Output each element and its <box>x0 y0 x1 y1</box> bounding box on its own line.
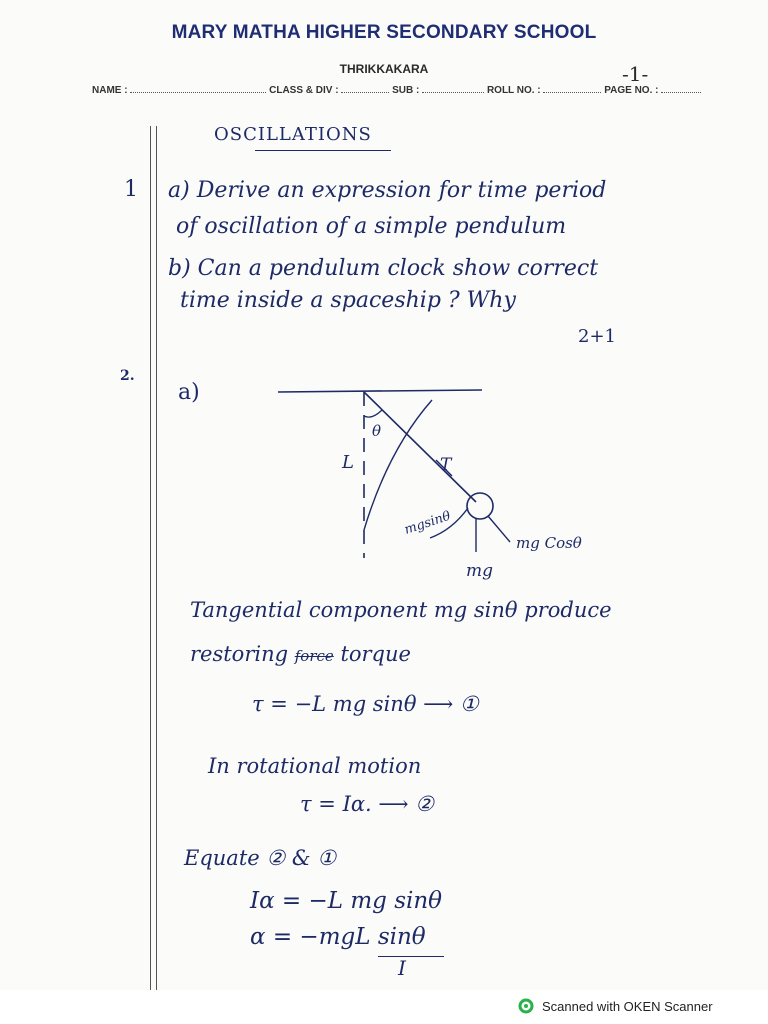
answer-line-7: Iα = −L mg sinθ <box>250 888 443 914</box>
angle-arc <box>364 410 382 417</box>
answer-line-2 <box>190 642 411 666</box>
margin-line <box>150 126 151 990</box>
q1a-line2: of oscillation of a simple pendulum <box>176 214 567 239</box>
answer-line-1: Tangential component mg sinθ produce <box>190 598 612 622</box>
answer-line-8: α = −mgL sinθ <box>250 924 426 950</box>
struck-word: force <box>294 647 334 665</box>
q1b-label: b) <box>168 256 191 281</box>
pendulum-diagram <box>260 380 620 590</box>
answer-line-3: τ = −L mg sinθ ⟶ ① <box>252 692 479 716</box>
answer-line-6: Equate ② & ① <box>184 846 337 870</box>
school-place: THRIKKAKARA <box>339 62 429 76</box>
question-1-number: 1 <box>124 177 138 202</box>
string <box>364 392 476 502</box>
tension-label: T <box>440 455 452 475</box>
page-blank <box>661 84 701 93</box>
question-1a <box>168 178 606 203</box>
scanner-logo-icon <box>518 998 534 1014</box>
roll-label: ROLL NO. : <box>486 85 541 96</box>
name-blank <box>130 84 266 93</box>
title-underline <box>255 150 391 151</box>
question-2a-label: a) <box>178 380 200 405</box>
topic-title: OSCILLATIONS <box>214 124 372 145</box>
q1a-line1: Derive an expression for time period <box>196 178 607 203</box>
answer-line-5: τ = Iα. ⟶ ② <box>300 792 434 816</box>
question-1-marks: 2+1 <box>578 326 616 347</box>
fraction-bar <box>378 956 444 957</box>
q1b-line2: time inside a spaceship ? Why <box>180 288 516 313</box>
class-label: CLASS & DIV : <box>269 85 339 96</box>
sub-label: SUB : <box>392 85 420 96</box>
scanner-watermark <box>518 994 713 1018</box>
header-fields <box>92 84 701 96</box>
mg-cos-arrow <box>488 516 510 542</box>
mg-label: mg <box>466 561 494 581</box>
mg-sin-label: mgsinθ <box>402 508 453 538</box>
mg-cos-label: mg Cosθ <box>516 534 582 552</box>
question-2-number: 2. <box>120 368 135 384</box>
torque-text: torque <box>333 642 411 666</box>
question-1b <box>168 256 598 281</box>
length-label: L <box>342 452 354 473</box>
swing-arc <box>364 400 432 530</box>
school-name: MARY MATHA HIGHER SECONDARY SCHOOL <box>171 22 597 43</box>
margin-line <box>156 126 157 990</box>
restoring-text: restoring <box>190 642 295 666</box>
page-label: PAGE NO. : <box>604 85 659 96</box>
answer-line-9: I <box>398 956 406 980</box>
support-line <box>278 390 482 392</box>
sub-blank <box>422 84 484 93</box>
answer-line-4: In rotational motion <box>208 754 422 778</box>
page-mark: -1- <box>622 62 649 86</box>
q1b-line1: Can a pendulum clock show correct <box>197 256 599 281</box>
name-label: NAME : <box>92 85 128 96</box>
pendulum-bob <box>467 493 493 519</box>
roll-blank <box>543 84 601 93</box>
q1a-label: a) <box>168 178 190 203</box>
class-blank <box>341 84 389 93</box>
scanner-text: Scanned with OKEN Scanner <box>542 998 713 1014</box>
theta-label: θ <box>372 422 382 440</box>
